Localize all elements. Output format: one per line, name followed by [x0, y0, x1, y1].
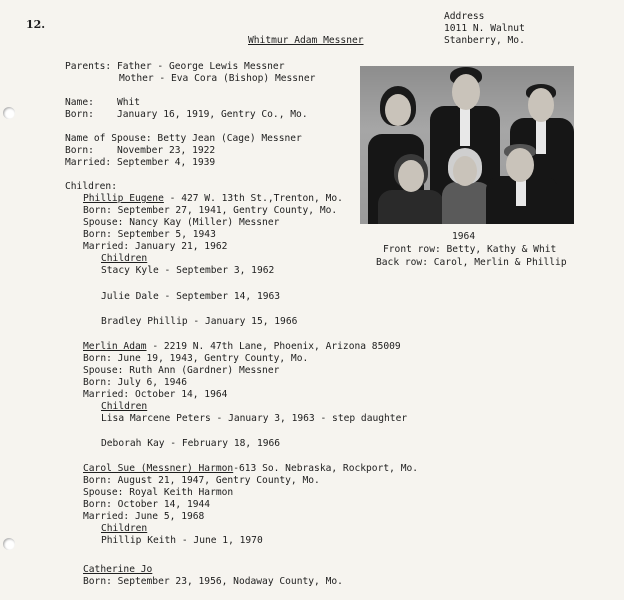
page-title: Whitmur Adam Messner: [248, 35, 364, 46]
child-phillip-spouse-born: Born: September 5, 1943: [83, 229, 216, 240]
phillip-children-heading: Children: [101, 253, 148, 264]
child-phillip-address: - 427 W. 13th St.,Trenton, Mo.: [163, 193, 343, 204]
carol-children-heading: Children: [101, 523, 148, 534]
merlin-children-heading: Children: [101, 401, 148, 412]
child-carol-born: Born: August 21, 1947, Gentry County, Mo.: [83, 475, 320, 486]
child-phillip-spouse: Spouse: Nancy Kay (Miller) Messner: [83, 217, 280, 228]
child-merlin-spouse: Spouse: Ruth Ann (Gardner) Messner: [83, 365, 280, 376]
spouse-born-line: Born: November 23, 1922: [65, 145, 216, 156]
punch-hole-bottom: [3, 538, 15, 550]
grandchild-stacy: Stacy Kyle - September 3, 1962: [101, 265, 275, 276]
child-phillip-born: Born: September 27, 1941, Gentry County, Mo.: [83, 205, 338, 216]
child-carol-name: Carol Sue (Messner) Harmon: [83, 463, 234, 474]
photo-year: 1964: [452, 231, 476, 242]
child-phillip-header: [83, 193, 343, 205]
photo-caption-back-row: Back row: Carol, Merlin & Phillip: [376, 257, 567, 268]
child-phillip-name: Phillip Eugene: [83, 193, 164, 204]
child-merlin-born: Born: June 19, 1943, Gentry County, Mo.: [83, 353, 309, 364]
grandchild-deborah: Deborah Kay - February 18, 1966: [101, 438, 281, 449]
father-line: Parents: Father - George Lewis Messner: [65, 61, 285, 72]
child-merlin-address: - 2219 N. 47th Lane, Phoenix, Arizona 85009: [146, 341, 401, 352]
grandchild-lisa: Lisa Marcene Peters - January 3, 1963 - step daughter: [101, 413, 408, 424]
child-merlin-spouse-born: Born: July 6, 1946: [83, 377, 187, 388]
spouse-name-line: Name of Spouse: Betty Jean (Cage) Messner: [65, 133, 302, 144]
child-carol-header: [83, 463, 418, 475]
photo-caption-front-row: Front row: Betty, Kathy & Whit: [383, 244, 557, 255]
child-catherine-born: Born: September 23, 1956, Nodaway County, Mo.: [83, 576, 343, 587]
grandchild-bradley: Bradley Phillip - January 15, 1966: [101, 316, 298, 327]
child-carol-address: -613 So. Nebraska, Rockport, Mo.: [233, 463, 419, 474]
married-line: Married: September 4, 1939: [65, 157, 216, 168]
children-heading: Children:: [65, 181, 117, 192]
name-line: Name: Whit: [65, 97, 141, 108]
mother-line: Mother - Eva Cora (Bishop) Messner: [119, 73, 316, 84]
child-catherine-name: Catherine Jo: [83, 564, 153, 575]
grandchild-julie: Julie Dale - September 14, 1963: [101, 291, 281, 302]
family-photo: [360, 66, 574, 224]
address-city: Stanberry, Mo.: [444, 35, 525, 46]
child-carol-spouse-born: Born: October 14, 1944: [83, 499, 211, 510]
born-line: Born: January 16, 1919, Gentry Co., Mo.: [65, 109, 308, 120]
child-carol-spouse: Spouse: Royal Keith Harmon: [83, 487, 234, 498]
punch-hole-top: [3, 107, 15, 119]
child-phillip-married: Married: January 21, 1962: [83, 241, 228, 252]
grandchild-phillip-keith: Phillip Keith - June 1, 1970: [101, 535, 263, 546]
child-merlin-married: Married: October 14, 1964: [83, 389, 228, 400]
page-number: 12.: [26, 18, 46, 31]
child-merlin-header: [83, 341, 401, 353]
address-street: 1011 N. Walnut: [444, 23, 525, 34]
child-carol-married: Married: June 5, 1968: [83, 511, 205, 522]
address-label: Address: [444, 11, 485, 22]
child-merlin-name: Merlin Adam: [83, 341, 147, 352]
